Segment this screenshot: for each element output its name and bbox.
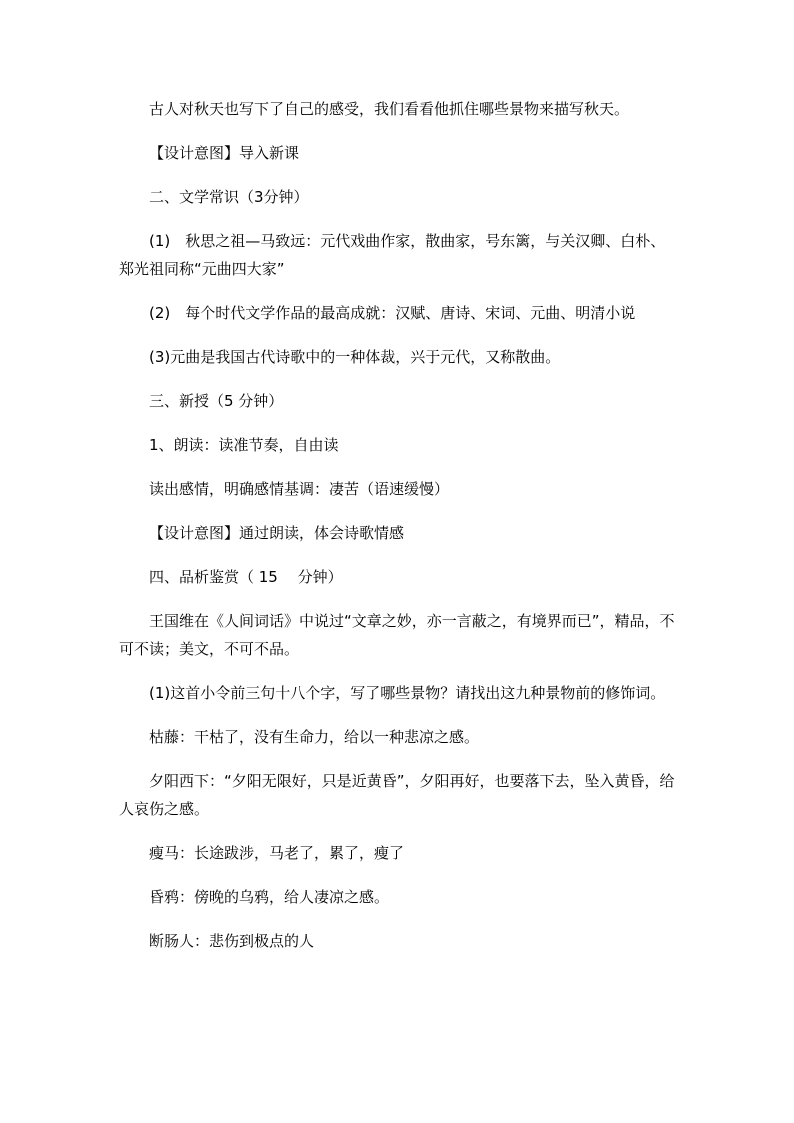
section-heading-literary-knowledge: 二、文学常识（3分钟） bbox=[149, 188, 309, 206]
paragraph-wang-guowei: 王国维在《人间词话》中说过“文章之妙，亦一言蔽之，有境界而已”，精品，不可不读；美文，不可不品。 bbox=[119, 612, 675, 658]
section-heading-new-lesson: 三、新授（5 分钟） bbox=[149, 392, 284, 410]
paragraph-intro: 古人对秋天也写下了自己的感受，我们看看他抓住哪些景物来描写秋天。 bbox=[149, 100, 630, 118]
paragraph-question-1: (1)这首小令前三句十八个字，写了哪些景物？请找出这九种景物前的修饰词。 bbox=[149, 684, 666, 702]
paragraph-reading: 1、朗读：读准节奏，自由读 bbox=[149, 436, 339, 454]
paragraph-item-1: (1) 秋思之祖—马致远：元代戏曲作家，散曲家，号东篱，与关汉卿、白朴、郑光祖同称“元曲四大家” bbox=[119, 232, 666, 278]
paragraph-dusk-crow: 昏鸦：傍晚的乌鸦，给人凄凉之感。 bbox=[149, 888, 390, 906]
paragraph-withered-vine: 枯藤：干枯了，没有生命力，给以一种悲凉之感。 bbox=[149, 728, 480, 746]
paragraph-sunset: 夕阳西下：“夕阳无限好，只是近黄昏”，夕阳再好，也要落下去，坠入黄昏，给人哀伤之感。 bbox=[119, 772, 675, 818]
paragraph-emotion: 读出感情，明确感情基调：凄苦（语速缓慢） bbox=[149, 480, 450, 498]
paragraph-design-intent-2: 【设计意图】通过朗读，体会诗歌情感 bbox=[149, 524, 405, 542]
document-body bbox=[119, 95, 675, 955]
paragraph-thin-horse: 瘦马：长途跋涉，马老了，累了，瘦了 bbox=[149, 844, 405, 862]
paragraph-design-intent-1: 【设计意图】导入新课 bbox=[149, 144, 300, 162]
paragraph-item-2: (2) 每个时代文学作品的最高成就：汉赋、唐诗、宋词、元曲、明清小说 bbox=[149, 304, 636, 322]
section-heading-appreciation: 四、品析鉴赏（ 15 分钟） bbox=[149, 568, 343, 586]
paragraph-heartbroken: 断肠人：悲伤到极点的人 bbox=[149, 932, 315, 950]
paragraph-item-3: (3)元曲是我国古代诗歌中的一种体裁，兴于元代，又称散曲。 bbox=[149, 348, 561, 366]
